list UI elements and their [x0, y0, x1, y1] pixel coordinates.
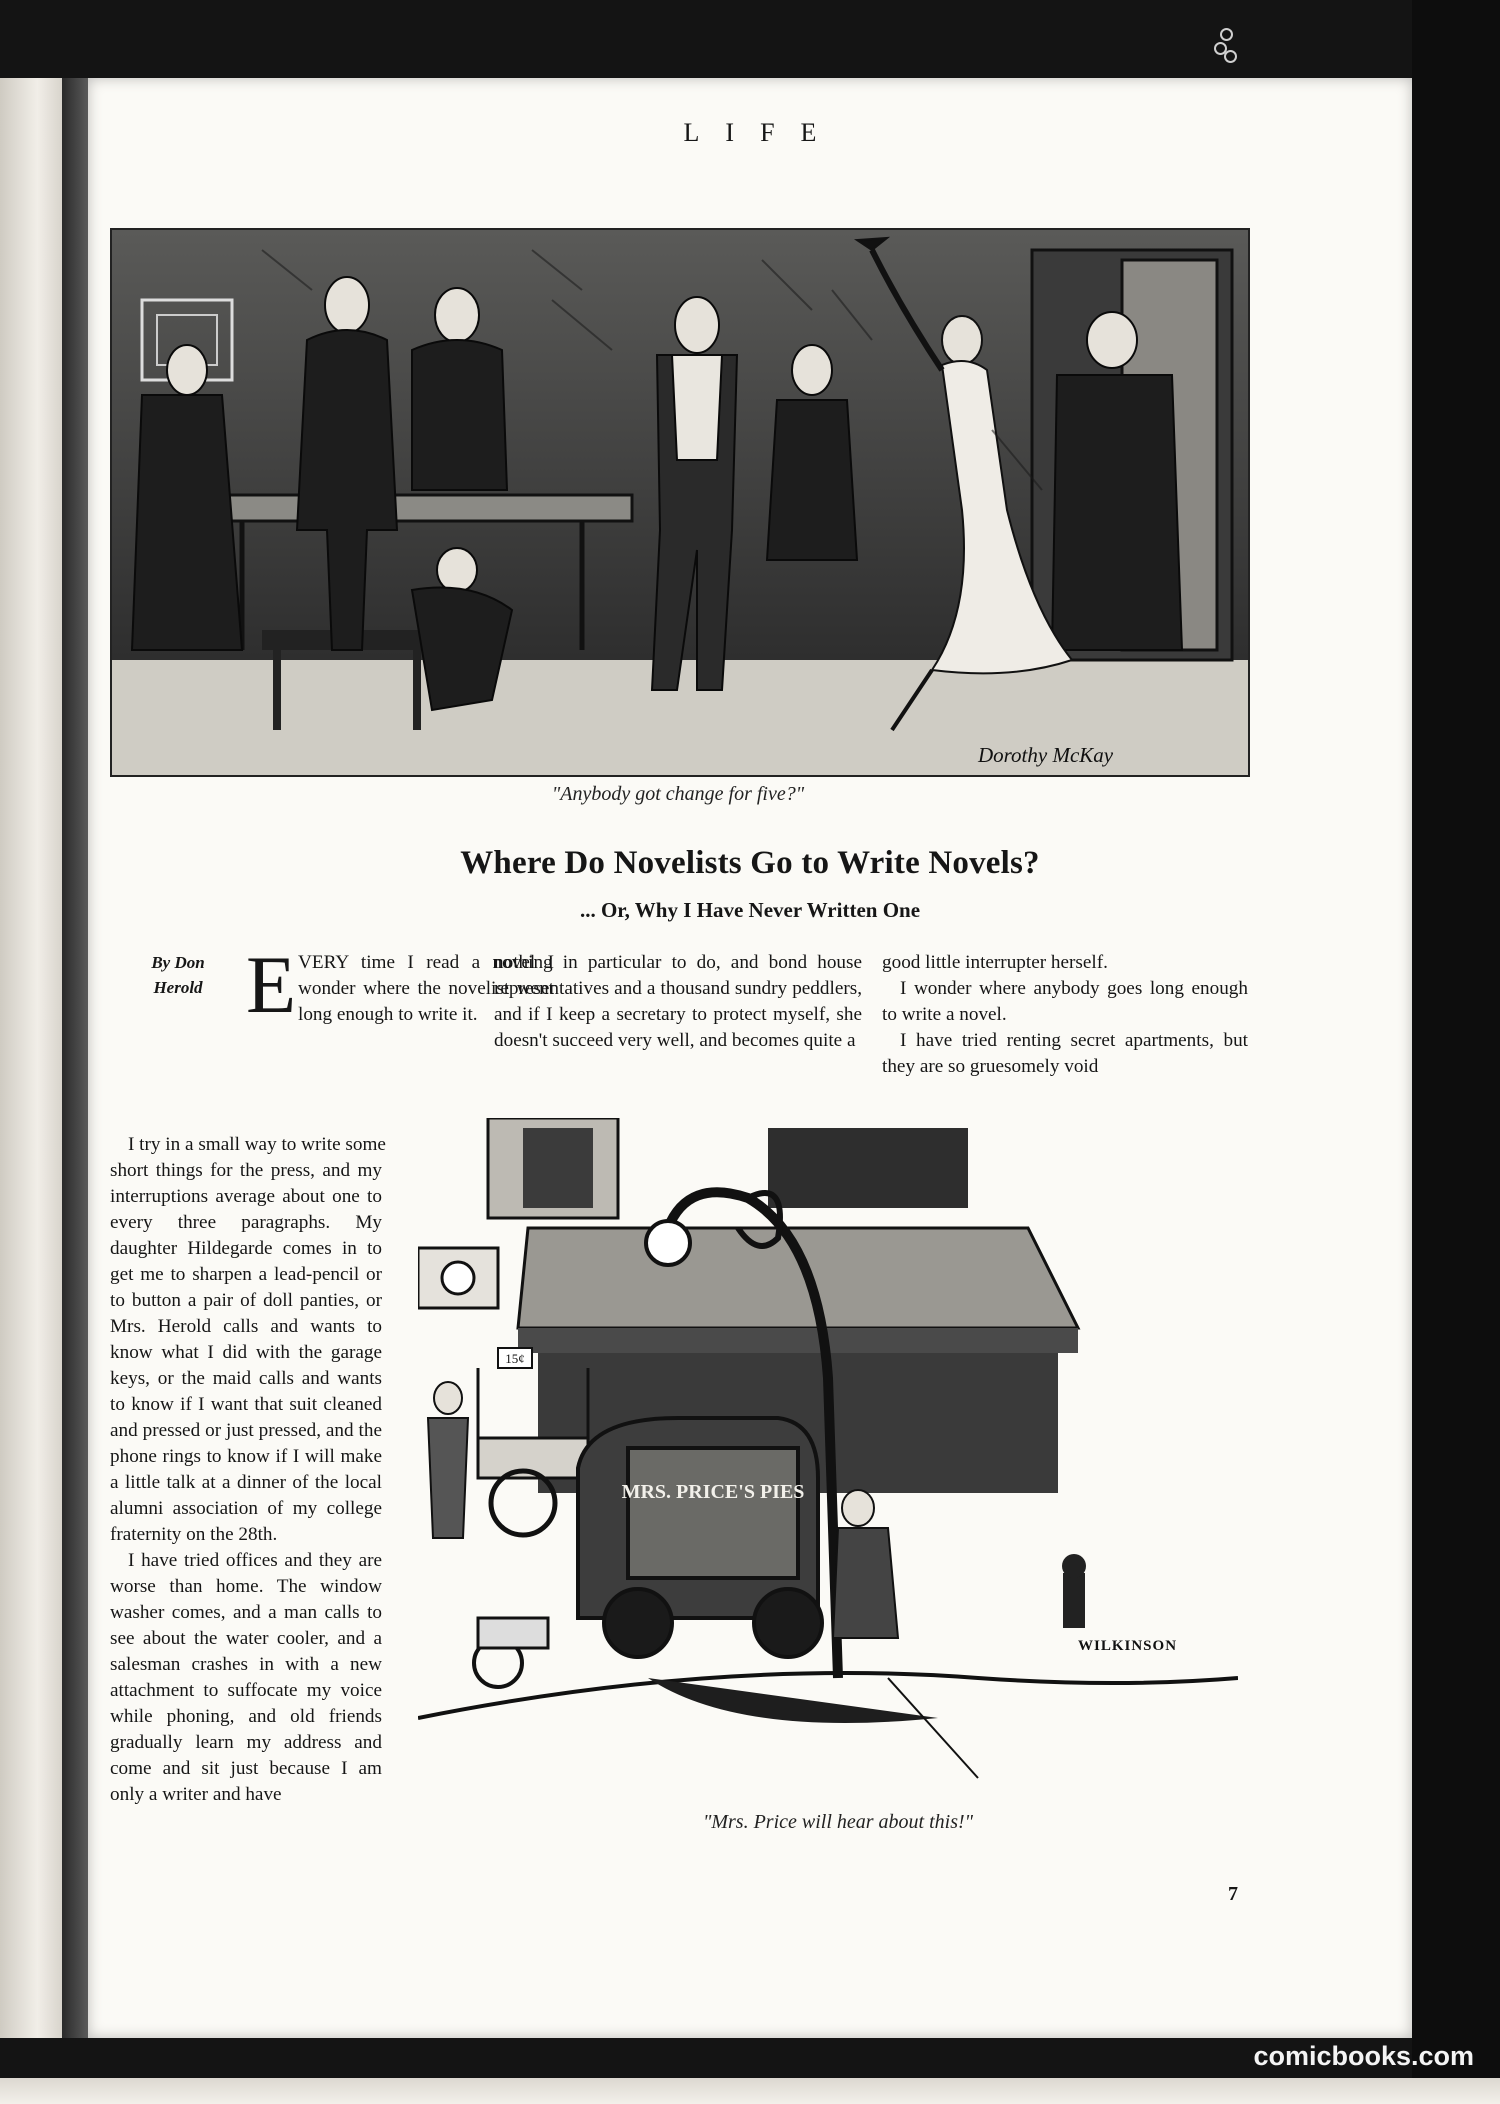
- truck-sign: MRS. PRICE'S PIES: [621, 1481, 805, 1503]
- scan-background: [1412, 0, 1500, 2104]
- next-page-edge: [0, 2078, 1500, 2104]
- party-scene-drawing: [112, 230, 1248, 775]
- article-title: Where Do Novelists Go to Write Novels?: [460, 845, 1040, 881]
- bottom-illustration-caption: "Mrs. Price will hear about this!": [702, 1811, 974, 1833]
- lead-paragraph: VERY time I read a novel I wonder where the novelist went long enough to write it.: [298, 952, 554, 1025]
- paragraph-2-top: I try in a small way to write some: [128, 1134, 386, 1155]
- top-illustration-signature: Dorothy McKay: [978, 743, 1114, 767]
- page-number: 7: [1228, 1883, 1238, 1905]
- gutter-shadow: [62, 78, 88, 2038]
- paragraph-2: short things for the press, and my interruptions average about one to every three paragraphs. My daughter Hildegarde comes in to get me to sharpen a lead-pencil or to button a pair of doll panties, or Mrs. Herold calls and wants to know what I did with the garage keys, or the maid calls and wants to know if I want that suit cleaned and pressed or just pressed, and the phone rings to know if I will make a little talk at a dinner of the local alumni association of my college fraternity on the 28th.: [110, 1160, 382, 1545]
- column-1-narrow: [110, 1158, 382, 1808]
- article-subtitle: ... Or, Why I Have Never Written One: [579, 898, 921, 922]
- price-tag: 15¢: [505, 1351, 525, 1366]
- bottom-illustration: [418, 1118, 1238, 1798]
- column-3-paragraph-1: good little interrupter herself.: [882, 952, 1108, 973]
- column-3-paragraph-2: I wonder where anybody goes long enough to write a novel.: [882, 978, 1248, 1025]
- byline-by: By Don: [151, 953, 205, 972]
- byline-name: Herold: [153, 978, 203, 997]
- paragraph-3: I have tried offices and they are worse than home. The window washer comes, and a man calls to see about the water cooler, and a salesman crashes in with a new attachment to suffocate my voice while phoning, and old friends gradually learn my address and come and sit just because I am only a writer and have: [110, 1550, 382, 1805]
- column-3-paragraph-3: I have tried renting secret apartments, but they are so gruesomely void: [882, 1030, 1248, 1077]
- byline: [136, 950, 220, 1000]
- drop-cap: E: [246, 939, 297, 1030]
- top-illustration: [110, 228, 1250, 777]
- column-2: [494, 950, 862, 1054]
- bottom-illustration-signature: WILKINSON: [1078, 1638, 1178, 1654]
- top-illustration-caption: "Anybody got change for five?": [551, 783, 805, 805]
- magazine-page: [88, 78, 1412, 2038]
- facing-page-edge: [0, 78, 62, 2038]
- masthead: LIFE: [683, 118, 843, 147]
- column-2-paragraph: nothing in particular to do, and bond house representatives and a thousand sundry peddlers, and if I keep a secretary to protect myself, she doesn't succeed very well, and becomes quite a: [494, 952, 862, 1051]
- street-scene-drawing: [418, 1118, 1238, 1798]
- watermark: comicbooks.com: [1253, 2041, 1474, 2071]
- column-3: [882, 950, 1248, 1080]
- scan-marks: [1212, 26, 1242, 66]
